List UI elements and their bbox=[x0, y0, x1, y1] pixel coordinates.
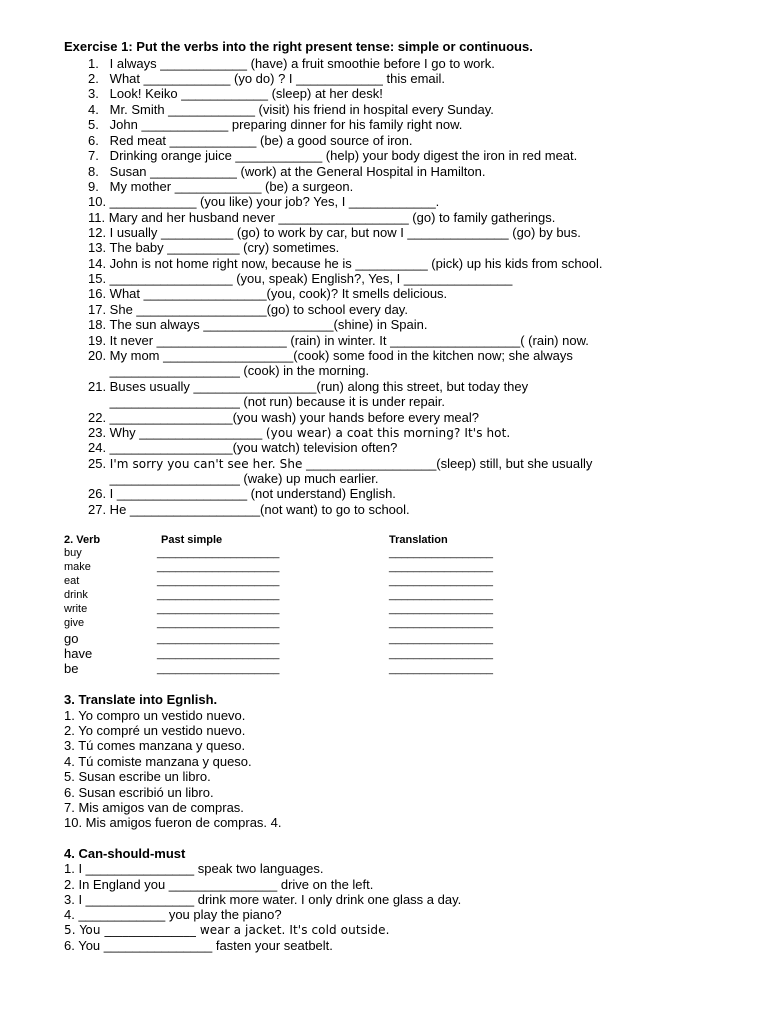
ex2-past-blank: ____________________ bbox=[157, 617, 280, 629]
ex2-translation-blank: _________________ bbox=[389, 603, 494, 615]
ex1-item: 1. I always ____________ (have) a fruit smoothie before I go to work. bbox=[88, 56, 495, 71]
ex1-item: 21. Buses usually _________________(run) along this street, but today they bbox=[88, 379, 529, 394]
ex1-item: __________________ (wake) up much earlier. bbox=[88, 471, 379, 486]
ex1-item: 17. She __________________(go) to school every day. bbox=[88, 302, 408, 317]
ex2-past-blank: ____________________ bbox=[157, 603, 280, 615]
ex1-item-23-lead: 23. Why _________________ bbox=[88, 425, 263, 440]
ex2-past-blank: ____________________ bbox=[157, 575, 280, 587]
exercise-4-title: 4. Can-should-must bbox=[64, 846, 186, 861]
ex1-item: 27. He __________________(not want) to go to school. bbox=[88, 502, 410, 517]
ex2-header-translation: Translation bbox=[389, 534, 448, 546]
ex1-item: 11. Mary and her husband never __________________ (go) to family gatherings. bbox=[88, 210, 556, 225]
ex1-item: 14. John is not home right now, because he is __________ (pick) up his kids from school. bbox=[88, 256, 603, 271]
ex3-item: 6. Susan escribió un libro. bbox=[64, 785, 214, 800]
ex2-translation-blank: _________________ bbox=[389, 633, 494, 645]
ex1-item: 3. Look! Keiko ____________ (sleep) at her desk! bbox=[88, 86, 383, 101]
ex2-past-blank: ____________________ bbox=[157, 648, 280, 660]
ex3-item: 2. Yo compré un vestido nuevo. bbox=[64, 723, 246, 738]
ex1-item-25 bbox=[88, 456, 592, 472]
ex2-past-blank: ____________________ bbox=[157, 633, 280, 645]
ex2-header-past-simple: Past simple bbox=[161, 534, 223, 546]
ex2-verb: make bbox=[64, 561, 91, 573]
ex1-item: 4. Mr. Smith ____________ (visit) his friend in hospital every Sunday. bbox=[88, 102, 494, 117]
ex2-past-blank: ____________________ bbox=[157, 547, 280, 559]
ex1-item: __________________ (not run) because it is under repair. bbox=[88, 394, 446, 409]
ex2-translation-blank: _________________ bbox=[389, 575, 494, 587]
ex2-verb: eat bbox=[64, 575, 80, 587]
ex2-verb: go bbox=[64, 631, 79, 646]
ex1-item: 12. I usually __________ (go) to work by car, but now I ______________ (go) by bus. bbox=[88, 225, 581, 240]
ex1-item: 20. My mom __________________(cook) some food in the kitchen now; she always bbox=[88, 348, 573, 363]
ex1-item: __________________ (cook) in the morning. bbox=[88, 363, 370, 378]
ex4-item: 1. I _______________ speak two languages. bbox=[64, 861, 324, 876]
ex4-item: 6. You _______________ fasten your seatbelt. bbox=[64, 938, 333, 953]
ex2-verb: drink bbox=[64, 589, 88, 601]
ex3-item: 3. Tú comes manzana y queso. bbox=[64, 738, 246, 753]
ex2-translation-blank: _________________ bbox=[389, 589, 494, 601]
exercise-1-title: Exercise 1: Put the verbs into the right present tense: simple or continuous. bbox=[64, 39, 533, 54]
ex3-item: 5. Susan escribe un libro. bbox=[64, 769, 211, 784]
ex2-translation-blank: _________________ bbox=[389, 561, 494, 573]
ex2-past-blank: ____________________ bbox=[157, 561, 280, 573]
ex2-translation-blank: _________________ bbox=[389, 547, 494, 559]
ex4-item: 2. In England you _______________ drive on the left. bbox=[64, 877, 374, 892]
ex2-header-verb: 2. Verb bbox=[64, 534, 101, 546]
ex1-item: 26. I __________________ (not understand) English. bbox=[88, 486, 396, 501]
ex3-item: 10. Mis amigos fueron de compras. 4. bbox=[64, 815, 282, 830]
ex1-item: 9. My mother ____________ (be) a surgeon. bbox=[88, 179, 354, 194]
ex1-item: 6. Red meat ____________ (be) a good source of iron. bbox=[88, 133, 413, 148]
ex1-item: 10. ____________ (you like) your job? Yes, I ____________. bbox=[88, 194, 440, 209]
ex1-item-25-lead: I'm sorry you can't see her. She bbox=[109, 457, 303, 471]
ex1-item: 24. _________________(you watch) television often? bbox=[88, 440, 398, 455]
ex1-item-25-tail: __________________(sleep) still, but she usually bbox=[306, 456, 593, 471]
ex2-past-blank: ____________________ bbox=[157, 589, 280, 601]
ex2-verb: give bbox=[64, 617, 85, 629]
ex2-translation-blank: _________________ bbox=[389, 617, 494, 629]
ex1-item-23-tail: (you wear) a coat this morning? It's hot. bbox=[265, 426, 511, 440]
ex1-item: 22. _________________(you wash) your hands before every meal? bbox=[88, 410, 479, 425]
ex1-item: 16. What _________________(you, cook)? It smells delicious. bbox=[88, 286, 448, 301]
ex1-item: 2. What ____________ (yo do) ? I ____________ this email. bbox=[88, 71, 446, 86]
ex1-item-25-number: 25. bbox=[88, 456, 107, 471]
ex3-item: 1. Yo compro un vestido nuevo. bbox=[64, 708, 246, 723]
ex1-item: 5. John ____________ preparing dinner for his family right now. bbox=[88, 117, 463, 132]
exercise-3-title: 3. Translate into Egnlish. bbox=[64, 692, 218, 707]
ex4-item: 4. ____________ you play the piano? bbox=[64, 907, 282, 922]
ex4-item: 3. I _______________ drink more water. I only drink one glass a day. bbox=[64, 892, 462, 907]
ex1-item: 13. The baby __________ (cry) sometimes. bbox=[88, 240, 340, 255]
ex2-past-blank: ____________________ bbox=[157, 663, 280, 675]
ex3-item: 4. Tú comiste manzana y queso. bbox=[64, 754, 252, 769]
ex3-item: 7. Mis amigos van de compras. bbox=[64, 800, 244, 815]
ex2-translation-blank: _________________ bbox=[389, 663, 494, 675]
ex2-verb: buy bbox=[64, 547, 82, 559]
ex2-verb: have bbox=[64, 646, 93, 661]
ex4-item: 5. You _______________ wear a jacket. It's cold outside. bbox=[64, 923, 390, 937]
ex1-item: 8. Susan ____________ (work) at the General Hospital in Hamilton. bbox=[88, 164, 486, 179]
ex2-translation-blank: _________________ bbox=[389, 648, 494, 660]
ex2-verb: be bbox=[64, 661, 79, 676]
ex2-verb: write bbox=[64, 603, 88, 615]
ex1-item: 15. _________________ (you, speak) English?, Yes, I _______________ bbox=[88, 271, 513, 286]
ex1-item: 7. Drinking orange juice ____________ (help) your body digest the iron in red meat. bbox=[88, 148, 578, 163]
ex1-item: 18. The sun always __________________(shine) in Spain. bbox=[88, 317, 428, 332]
ex1-item: 19. It never __________________ (rain) in winter. It __________________( (rain) now. bbox=[88, 333, 589, 348]
ex1-item-23 bbox=[88, 425, 510, 441]
